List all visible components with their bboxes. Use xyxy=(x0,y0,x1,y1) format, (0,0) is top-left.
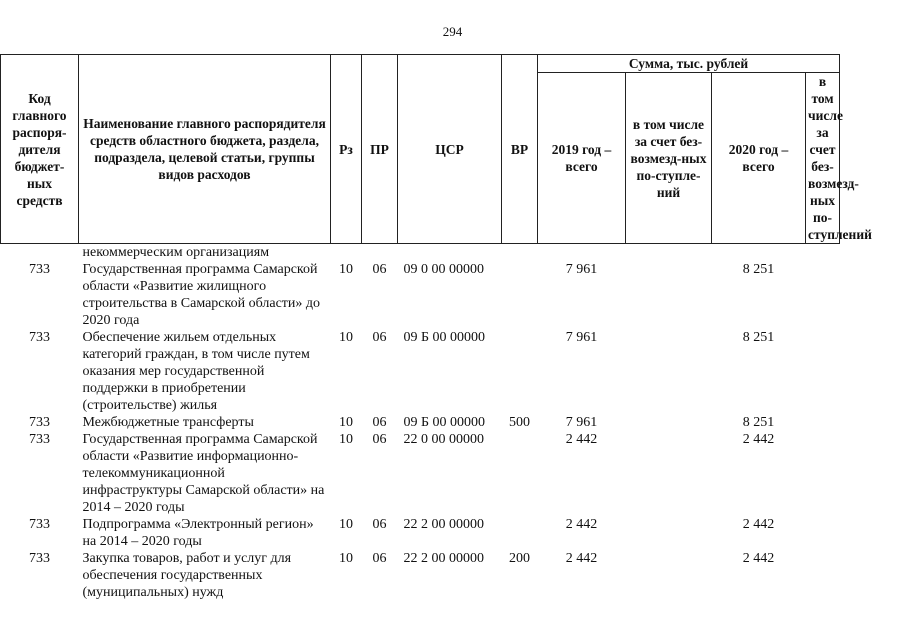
header-2019-free: в том числе за счет без-возмезд-ных по-ступле-ний xyxy=(626,73,712,244)
table-row xyxy=(1,550,840,601)
row-2020-free xyxy=(806,431,840,516)
row-code: 733 xyxy=(29,517,50,532)
header-sum-group: Сумма, тыс. рублей xyxy=(538,55,840,73)
row-vr: 500 xyxy=(509,415,530,430)
table-row xyxy=(1,329,840,414)
row-code xyxy=(1,244,79,262)
row-name: Закупка товаров, работ и услуг для обеспечения государственных (муниципальных) нужд xyxy=(82,551,292,600)
header-name: Наименование главного распорядителя средств областного бюджета, раздела, подраздела, целевой статьи, группы видов расходов xyxy=(79,55,331,244)
row-2019-total: 7 961 xyxy=(565,262,598,277)
row-csr: 22 0 00 00000 xyxy=(403,432,484,447)
table-row xyxy=(1,244,840,262)
row-vr xyxy=(502,516,538,550)
header-code: Код главного распоря-дителя бюджет-ных средств xyxy=(1,55,79,244)
table-row xyxy=(1,261,840,329)
row-2019-total: 7 961 xyxy=(565,415,598,430)
header-pr: ПР xyxy=(362,55,398,244)
table-row xyxy=(1,516,840,550)
header-vr: ВР xyxy=(502,55,538,244)
row-2019-total xyxy=(538,244,626,262)
row-name: Государственная программа Самарской области «Развитие информационно-телекоммуникационной инфраструктуры Самарской области» на 2014 – 2020 годы xyxy=(82,432,325,515)
row-csr: 09 Б 00 00000 xyxy=(403,415,486,430)
row-rz xyxy=(331,244,362,262)
row-pr: 06 xyxy=(372,432,387,447)
row-vr xyxy=(502,244,538,262)
row-2020-total: 8 251 xyxy=(742,330,775,345)
row-2019-total: 2 442 xyxy=(565,551,598,566)
row-pr: 06 xyxy=(372,415,387,430)
row-2020-total: 8 251 xyxy=(742,415,775,430)
row-2019-free xyxy=(626,414,712,431)
row-2020-total: 2 442 xyxy=(742,432,775,447)
row-2020-total xyxy=(712,244,806,262)
row-code: 733 xyxy=(29,432,50,447)
row-code: 733 xyxy=(29,551,50,566)
row-rz: 10 xyxy=(339,517,353,532)
row-rz: 10 xyxy=(339,432,353,447)
header-2020-free: в том числе за счет без-возмезд-ных по-ступлений xyxy=(806,73,840,244)
header-rz: Рз xyxy=(331,55,362,244)
row-csr: 22 2 00 00000 xyxy=(403,517,484,532)
row-2019-total: 2 442 xyxy=(565,432,598,447)
row-name: Государственная программа Самарской области «Развитие жилищного строительства в Самарской области» до 2020 года xyxy=(82,262,321,328)
row-code: 733 xyxy=(29,262,50,277)
row-name: Межбюджетные трансферты xyxy=(82,415,254,430)
row-2019-free xyxy=(626,550,712,601)
row-2019-free xyxy=(626,329,712,414)
row-pr: 06 xyxy=(372,330,387,345)
row-rz: 10 xyxy=(339,262,353,277)
row-2019-free xyxy=(626,516,712,550)
header-2019-total: 2019 год – всего xyxy=(538,73,626,244)
row-2020-total: 2 442 xyxy=(742,551,775,566)
row-pr xyxy=(362,244,398,262)
row-vr: 200 xyxy=(509,551,530,566)
row-csr: 09 Б 00 00000 xyxy=(403,330,486,345)
header-2020-total: 2020 год – всего xyxy=(712,73,806,244)
row-2020-free xyxy=(806,329,840,414)
header-csr: ЦСР xyxy=(398,55,502,244)
row-name: некоммерческим организациям xyxy=(82,245,270,260)
row-name: Обеспечение жильем отдельных категорий граждан, в том числе путем оказания мер государственной поддержки в приобретении (строительстве) жилья xyxy=(82,330,310,413)
row-vr xyxy=(502,261,538,329)
page-number: 294 xyxy=(442,24,463,39)
row-code: 733 xyxy=(29,330,50,345)
row-rz: 10 xyxy=(339,551,353,566)
row-pr: 06 xyxy=(372,262,387,277)
budget-table xyxy=(0,54,872,601)
row-2019-total: 2 442 xyxy=(565,517,598,532)
row-2019-free xyxy=(626,244,712,262)
table-header xyxy=(1,55,872,244)
row-2020-total: 2 442 xyxy=(742,517,775,532)
row-name: Подпрограмма «Электронный регион» на 2014 – 2020 годы xyxy=(82,517,314,549)
row-csr xyxy=(398,244,502,262)
row-pr: 06 xyxy=(372,551,387,566)
table-row xyxy=(1,414,840,431)
row-rz: 10 xyxy=(339,330,353,345)
row-2019-free xyxy=(626,431,712,516)
row-csr: 09 0 00 00000 xyxy=(403,262,484,277)
table-row xyxy=(1,431,840,516)
row-pr: 06 xyxy=(372,517,387,532)
row-2019-free xyxy=(626,261,712,329)
row-2020-free xyxy=(806,244,840,262)
row-2019-total: 7 961 xyxy=(565,330,598,345)
row-2020-free xyxy=(806,261,840,329)
row-2020-free xyxy=(806,550,840,601)
row-2020-free xyxy=(806,414,840,431)
row-code: 733 xyxy=(29,415,50,430)
row-rz: 10 xyxy=(339,415,353,430)
row-vr xyxy=(502,329,538,414)
table-body xyxy=(1,244,840,602)
row-vr xyxy=(502,431,538,516)
row-2020-total: 8 251 xyxy=(742,262,775,277)
row-2020-free xyxy=(806,516,840,550)
row-csr: 22 2 00 00000 xyxy=(403,551,484,566)
